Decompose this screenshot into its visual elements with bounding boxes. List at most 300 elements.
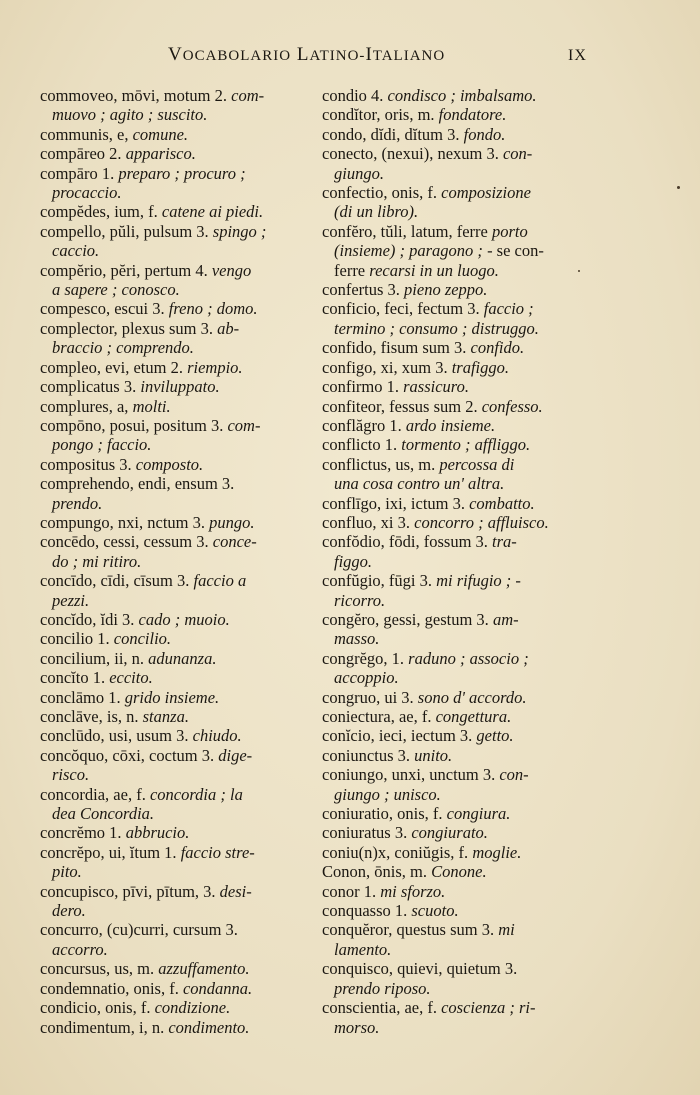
translation-text: trafiggo. (451, 357, 510, 377)
entry-first-line (40, 319, 312, 338)
title-initial-3: I (365, 44, 373, 65)
headword-text: concrĕpo, ui, ĭtum 1. (40, 842, 181, 862)
entry-first-line (40, 629, 312, 648)
entry-first-line (40, 299, 312, 318)
translation-text: vengo (211, 260, 252, 280)
translation-text: congiurato. (411, 823, 488, 843)
headword-text: compungo, nxi, nctum 3. (40, 512, 210, 532)
entry-first-line (322, 455, 594, 474)
dictionary-entry (40, 882, 312, 921)
dictionary-entry (40, 358, 312, 377)
entry-first-line (322, 920, 594, 939)
dictionary-entry (322, 338, 594, 357)
entry-first-line (40, 222, 312, 241)
headword-text: condo, dĭdi, dĭtum 3. (322, 124, 464, 144)
entry-first-line (40, 1018, 312, 1037)
dictionary-entry (322, 416, 594, 435)
dictionary-entry (40, 979, 312, 998)
headword-text: coniu(n)x, coniŭgis, f. (322, 842, 473, 862)
headword-text: conecto, (nexui), nexum 3. (322, 144, 503, 164)
paper-speck (677, 186, 680, 189)
entry-first-line (322, 222, 594, 241)
headword-text: compositus 3. (40, 454, 136, 474)
translation-text: abbrucio. (125, 823, 190, 843)
headword-text: confirmo 1. (322, 377, 404, 397)
headword-text: condimentum, i, n. (40, 1017, 169, 1037)
headword-text: concŏquo, cōxi, coctum 3. (40, 745, 219, 765)
headword-text: conor 1. (322, 881, 381, 901)
entry-first-line (40, 455, 312, 474)
entry-first-line (322, 435, 594, 454)
dictionary-entry (40, 998, 312, 1017)
entry-continuation-line (322, 319, 594, 338)
entry-first-line (322, 804, 594, 823)
translation-text: dige- (218, 745, 253, 765)
entry-continuation-line (40, 280, 312, 299)
translation-text: prendo. (52, 493, 103, 513)
right-column (322, 86, 594, 1037)
dictionary-entry (40, 222, 312, 261)
translation-text: congiura. (446, 804, 511, 824)
translation-text: condizione. (154, 998, 231, 1018)
translation-text: figgo. (334, 551, 373, 571)
entry-first-line (40, 416, 312, 435)
translation-text: faccio stre- (180, 842, 255, 862)
translation-text: do ; mi ritiro. (52, 551, 142, 571)
entry-first-line (322, 105, 594, 124)
headword-text: congĕro, gessi, gestum 3. (322, 609, 493, 629)
page-header (0, 44, 700, 72)
entry-first-line (40, 668, 312, 687)
translation-text: porto (491, 221, 528, 241)
dictionary-entry (40, 299, 312, 318)
entry-continuation-line (40, 338, 312, 357)
entry-continuation-line (40, 183, 312, 202)
entry-first-line (322, 649, 594, 668)
dictionary-entry (40, 416, 312, 455)
translation-text: grido insieme. (124, 687, 220, 707)
translation-text: preparo ; procuro ; (118, 163, 246, 183)
headword-text: congruo, ui 3. (322, 687, 418, 707)
translation-text: accoppio. (334, 668, 399, 688)
entry-first-line (322, 882, 594, 901)
headword-text: conĭcio, ieci, iectum 3. (322, 726, 477, 746)
entry-continuation-line (322, 552, 594, 571)
headword-text: complector, plexus sum 3. (40, 318, 218, 338)
translation-text: mi sforzo. (380, 881, 446, 901)
entry-first-line (40, 164, 312, 183)
headword-text: confluo, xi 3. (322, 512, 415, 532)
dictionary-entry (322, 649, 594, 688)
dictionary-entry (40, 125, 312, 144)
translation-text: a sapere ; conosco. (52, 280, 180, 300)
entry-continuation-line (40, 765, 312, 784)
headword-text: complicatus 3. (40, 377, 141, 397)
entry-continuation-line (322, 241, 594, 260)
translation-text: concordia ; la (149, 784, 243, 804)
translation-text: fondo. (463, 124, 506, 144)
entry-continuation-line (40, 241, 312, 260)
entry-continuation-line (322, 591, 594, 610)
headword-text: condĭtor, oris, m. (322, 105, 439, 125)
headword-text: compesco, escui 3. (40, 299, 169, 319)
dictionary-entry (322, 144, 594, 183)
dictionary-entry (322, 280, 594, 299)
translation-text: combatto. (469, 493, 535, 513)
entry-first-line (40, 707, 312, 726)
dictionary-entry (40, 1018, 312, 1037)
translation-text: apparisco. (125, 144, 196, 164)
translation-text: giungo ; unisco. (334, 784, 441, 804)
dictionary-entry (40, 319, 312, 358)
translation-text: chiudo. (192, 726, 242, 746)
entry-continuation-line (40, 494, 312, 513)
dictionary-entry (40, 959, 312, 978)
entry-first-line (40, 532, 312, 551)
translation-text: am- (492, 609, 519, 629)
headword-text: confectio, onis, f. (322, 183, 442, 203)
entry-first-line (322, 998, 594, 1017)
translation-text: procaccio. (52, 183, 122, 203)
translation-text: eccito. (109, 668, 153, 688)
translation-text: pongo ; faccio. (52, 435, 152, 455)
translation-text: composizione (441, 183, 531, 203)
translation-text: condisco ; imbalsamo. (387, 86, 537, 105)
headword-text: confŭgio, fūgi 3. (322, 571, 437, 591)
dictionary-entry (322, 183, 594, 222)
translation-text: riempio. (187, 357, 243, 377)
entry-first-line (322, 726, 594, 745)
translation-text: recarsi in un luogo. (369, 260, 499, 280)
entry-continuation-line (322, 202, 594, 221)
translation-text: sono d' accordo. (417, 687, 527, 707)
entry-continuation-line (40, 804, 312, 823)
title-initial-1: V (168, 44, 183, 65)
headword-text: conclāve, is, n. (40, 707, 143, 726)
translation-text: stanza. (142, 707, 189, 726)
translation-text: conce- (212, 532, 257, 552)
page-number: IX (568, 47, 587, 64)
dictionary-entry (322, 862, 594, 881)
translation-text: scuoto. (411, 901, 459, 921)
entry-first-line (322, 959, 594, 978)
dictionary-entry (322, 823, 594, 842)
entry-first-line (322, 765, 594, 784)
entry-continuation-line (322, 1018, 594, 1037)
translation-text: moglie. (472, 842, 522, 862)
headword-text: condicio, onis, f. (40, 998, 155, 1018)
title-rest-1: OCABOLARIO (182, 48, 292, 64)
title-rest-3: TALIANO (372, 48, 446, 64)
dictionary-entry (40, 86, 312, 125)
dictionary-entry (322, 299, 594, 338)
entry-continuation-line (322, 629, 594, 648)
entry-first-line (40, 843, 312, 862)
entry-first-line (322, 843, 594, 862)
headword-text: complures, a, (40, 396, 133, 416)
entry-first-line (322, 280, 594, 299)
dictionary-entry (322, 804, 594, 823)
dictionary-entry (322, 998, 594, 1037)
translation-text: unito. (414, 745, 453, 765)
entry-first-line (40, 920, 312, 939)
entry-first-line (322, 86, 594, 105)
translation-text: tra- (492, 532, 517, 552)
headword-text: configo, xi, xum 3. (322, 357, 452, 377)
translation-text: risco. (52, 765, 90, 785)
dictionary-entry (322, 125, 594, 144)
translation-text: (di un libro). (334, 202, 419, 222)
dictionary-entry (322, 222, 594, 280)
dictionary-entry (322, 707, 594, 726)
entry-continuation-line (40, 552, 312, 571)
entry-first-line (40, 688, 312, 707)
translation-text: cado ; muoio. (138, 609, 230, 629)
dictionary-entry (40, 785, 312, 824)
entry-continuation-line (322, 474, 594, 493)
dictionary-entry (40, 144, 312, 163)
title-rest-2: ATINO- (309, 48, 366, 64)
dictionary-entry (40, 726, 312, 745)
translation-text: confido. (470, 338, 525, 358)
translation-text: pieno zeppo. (404, 280, 488, 300)
entry-first-line (322, 358, 594, 377)
headword-text: conquasso 1. (322, 901, 412, 921)
dictionary-entry (40, 455, 312, 474)
translation-text: muovo ; agito ; suscito. (52, 105, 208, 125)
translation-text: molti. (132, 396, 171, 416)
translation-text: ricorro. (334, 590, 386, 610)
dictionary-entry (322, 358, 594, 377)
translation-text: freno ; domo. (168, 299, 258, 319)
headword-text: communis, e, (40, 124, 133, 144)
headword-text: confiteor, fessus sum 2. (322, 396, 482, 416)
translation-text: Conone. (431, 862, 487, 882)
headword-text: compāreo 2. (40, 144, 126, 164)
dictionary-entry (40, 707, 312, 726)
dictionary-entry (40, 629, 312, 648)
dictionary-entry (322, 610, 594, 649)
entry-first-line (322, 299, 594, 318)
translation-text: dero. (52, 901, 86, 921)
translation-text: mi rifugio ; - (436, 571, 521, 591)
translation-text: morso. (334, 1017, 380, 1037)
translation-text: (insieme) ; paragono ; (334, 241, 488, 261)
entry-first-line (40, 746, 312, 765)
entry-first-line (322, 416, 594, 435)
headword-text: coniuratus 3. (322, 823, 412, 843)
translation-text: condimento. (168, 1017, 250, 1037)
translation-text: getto. (476, 726, 514, 746)
translation-text: condanna. (182, 978, 253, 998)
entry-first-line (322, 494, 594, 513)
entry-continuation-line (40, 940, 312, 959)
headword-text: congrĕgo, 1. (322, 648, 409, 668)
entry-continuation-line (322, 261, 594, 280)
entry-first-line (322, 338, 594, 357)
headword-text: commoveo, mōvi, motum 2. (40, 86, 232, 105)
dictionary-entry (40, 513, 312, 532)
translation-text: pungo. (209, 512, 255, 532)
entry-first-line (322, 183, 594, 202)
entry-first-line (322, 513, 594, 532)
translation-text: concorro ; affluisco. (414, 512, 549, 532)
dictionary-entry (322, 959, 594, 998)
dictionary-entry (322, 397, 594, 416)
headword-text: coniungo, unxi, unctum 3. (322, 765, 500, 785)
entry-first-line (322, 377, 594, 396)
headword-text: concrĕmo 1. (40, 823, 126, 843)
dictionary-entry (40, 823, 312, 842)
entry-continuation-line (322, 940, 594, 959)
dictionary-entry (40, 261, 312, 300)
headword-text: conficio, feci, fectum 3. (322, 299, 484, 319)
translation-text: dea Concordia. (52, 804, 155, 824)
dictionary-entry (40, 746, 312, 785)
entry-first-line (40, 377, 312, 396)
translation-text: congettura. (435, 707, 512, 726)
translation-text: giungo. (334, 163, 384, 183)
headword-text: condio 4. (322, 86, 388, 105)
entry-first-line (322, 901, 594, 920)
headword-text: compāro 1. (40, 163, 119, 183)
paper-speck (578, 270, 580, 272)
headword-text: condemnatio, onis, f. (40, 978, 183, 998)
headword-text: conflīgo, ixi, ictum 3. (322, 493, 470, 513)
entry-first-line (40, 261, 312, 280)
translation-text: com- (231, 86, 265, 105)
title-initial-2: L (296, 44, 310, 65)
translation-text: fondatore. (438, 105, 507, 125)
entry-first-line (40, 513, 312, 532)
entry-continuation-line (322, 785, 594, 804)
dictionary-entry (322, 746, 594, 765)
dictionary-entry (322, 882, 594, 901)
headword-text: compleo, evi, etum 2. (40, 357, 188, 377)
headword-text: confido, fisum sum 3. (322, 338, 471, 358)
entry-first-line (40, 959, 312, 978)
dictionary-entry (322, 571, 594, 610)
translation-text: percossa di (439, 454, 515, 474)
entry-first-line (322, 397, 594, 416)
translation-text: raduno ; associo ; (408, 648, 529, 668)
headword-text: compĕdes, ium, f. (40, 202, 162, 222)
translation-text: comune. (132, 124, 189, 144)
entry-continuation-line (322, 979, 594, 998)
translation-text: azzuffamento. (158, 959, 250, 979)
entry-continuation-line (40, 105, 312, 124)
headword-text: concilio 1. (40, 629, 114, 649)
entry-first-line (322, 862, 594, 881)
headword-text: conflicto 1. (322, 435, 402, 455)
translation-text: pezzi. (52, 590, 90, 610)
translation-text: mi (498, 920, 515, 940)
translation-text: com- (227, 415, 261, 435)
dictionary-entry (322, 843, 594, 862)
translation-text: faccio ; (483, 299, 534, 319)
translation-text: faccio a (193, 571, 247, 591)
translation-text: accorro. (52, 939, 108, 959)
headword-text: concīdo, cīdi, cīsum 3. (40, 571, 194, 591)
headword-text: ferre (334, 260, 370, 280)
entry-first-line (322, 125, 594, 144)
entry-first-line (40, 979, 312, 998)
headword-text: concurro, (cu)curri, cursum 3. (40, 920, 238, 940)
headword-text: concordia, ae, f. (40, 784, 150, 804)
headword-text: confĕro, tŭli, latum, ferre (322, 221, 492, 241)
dictionary-entry (322, 532, 594, 571)
entry-first-line (40, 785, 312, 804)
entry-first-line (40, 998, 312, 1017)
headword-text: coniunctus 3. (322, 745, 415, 765)
translation-text: caccio. (52, 241, 100, 261)
translation-text: confesso. (481, 396, 543, 416)
translation-text: rassicuro. (403, 377, 469, 397)
dictionary-entry (322, 688, 594, 707)
dictionary-entry (40, 532, 312, 571)
dictionary-entry (322, 901, 594, 920)
headword-text: conclūdo, usi, usum 3. (40, 726, 193, 746)
entry-first-line (322, 610, 594, 629)
headword-text: concilium, ii, n. (40, 648, 149, 668)
entry-first-line (322, 746, 594, 765)
entry-first-line (322, 532, 594, 551)
left-column (40, 86, 312, 1037)
dictionary-entry (322, 377, 594, 396)
dictionary-entry (40, 164, 312, 203)
entry-first-line (40, 610, 312, 629)
translation-text: tormento ; affliggo. (401, 435, 531, 455)
entry-continuation-line (40, 435, 312, 454)
headword-text: confŏdio, fōdi, fossum 3. (322, 532, 493, 552)
dictionary-entry (322, 920, 594, 959)
dictionary-entry (322, 435, 594, 454)
entry-continuation-line (322, 164, 594, 183)
dictionary-entry (322, 105, 594, 124)
translation-text: adunanza. (148, 648, 217, 668)
dictionary-entry (322, 726, 594, 745)
entry-first-line (40, 358, 312, 377)
translation-text: ardo insieme. (405, 415, 496, 435)
headword-text: concursus, us, m. (40, 959, 159, 979)
translation-text: lamento. (334, 939, 392, 959)
headword-text: compĕrio, pĕri, pertum 4. (40, 260, 212, 280)
entry-first-line (40, 649, 312, 668)
headword-text: concupisco, pīvi, pītum, 3. (40, 881, 220, 901)
dictionary-entry (322, 86, 594, 105)
headword-text: Conon, ōnis, m. (322, 862, 432, 882)
headword-text: conscientia, ae, f. (322, 998, 442, 1018)
translation-text: spingo ; (212, 221, 267, 241)
headword-text: concĭto 1. (40, 668, 110, 688)
entry-first-line (40, 726, 312, 745)
translation-text: concilio. (113, 629, 172, 649)
headword-text: concĭdo, ĭdi 3. (40, 609, 139, 629)
entry-continuation-line (40, 862, 312, 881)
entry-first-line (40, 823, 312, 842)
dictionary-entry (322, 513, 594, 532)
translation-text: con- (502, 144, 533, 164)
translation-text: prendo riposo. (334, 978, 431, 998)
entry-first-line (322, 823, 594, 842)
headword-text: conflictus, us, m. (322, 454, 440, 474)
headword-text: coniectura, ae, f. (322, 707, 436, 726)
entry-first-line (40, 125, 312, 144)
entry-first-line (40, 397, 312, 416)
headword-text: compello, pŭli, pulsum 3. (40, 221, 213, 241)
dictionary-entry (40, 843, 312, 882)
translation-text: desi- (219, 881, 252, 901)
